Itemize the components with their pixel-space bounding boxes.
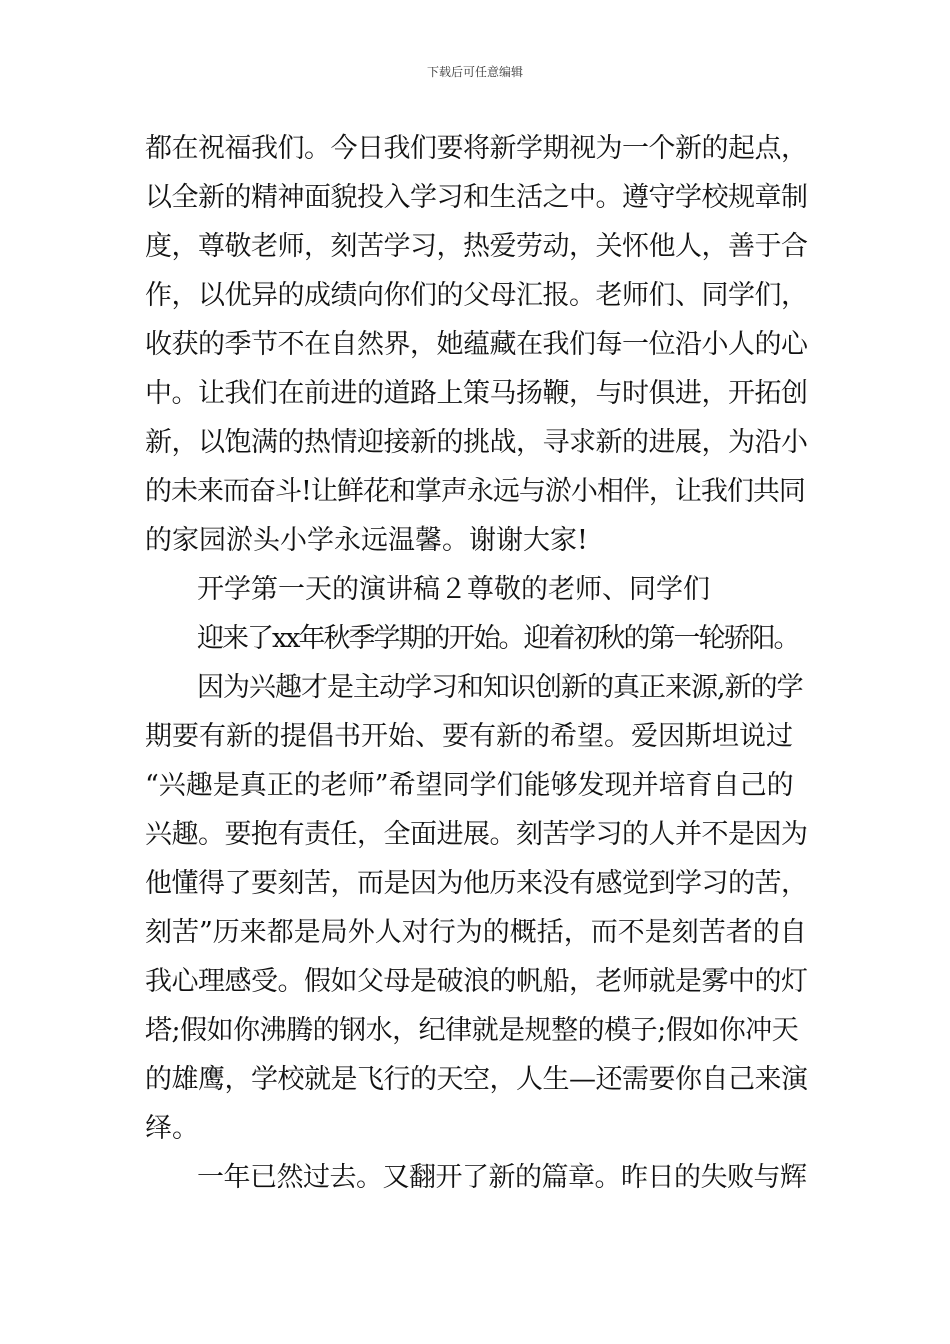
text-line: 新，以饱满的热情迎接新的挑战，寻求新的进展，为沿小 xyxy=(145,427,808,458)
text-line: 的未来而奋斗!让鲜花和掌声永远与淤小相伴，让我们共同 xyxy=(145,476,805,507)
text-line: 开学第一天的演讲稿２尊敬的老师、同学们 xyxy=(197,574,710,605)
text-line: 期要有新的提倡书开始、要有新的希望。爱因斯坦说过 xyxy=(145,721,793,752)
text-line: 他懂得了要刻苦，而是因为他历来没有感觉到学习的苦， xyxy=(145,868,808,899)
paragraph-3 xyxy=(145,614,810,663)
text-line: 作，以优异的成绩向你们的父母汇报。老师们、同学们， xyxy=(145,280,808,311)
text-line: 我心理感受。假如父母是破浪的帆船，老师就是雾中的灯 xyxy=(145,966,808,997)
text-line: 以全新的精神面貌投入学习和生活之中。遵守学校规章制 xyxy=(145,182,808,213)
text-line: 度，尊敬老师，刻苦学习，热爱劳动，关怀他人，善于合 xyxy=(145,231,808,262)
text-line: 迎来了xx年秋季学期的开始。迎着初秋的第一轮骄阳。 xyxy=(197,623,799,654)
paragraph-5 xyxy=(145,1153,810,1202)
document-body xyxy=(145,124,810,1202)
text-line: 绎。 xyxy=(145,1113,199,1144)
text-line: “兴趣是真正的老师”希望同学们能够发现并培育自己的 xyxy=(145,770,794,801)
section-heading-paragraph xyxy=(145,565,810,614)
text-line: 中。让我们在前进的道路上策马扬鞭，与时俱进，开拓创 xyxy=(145,378,808,409)
paragraph-4 xyxy=(145,663,810,1153)
text-line: 的雄鹰，学校就是飞行的天空，人生—还需要你自己来演 xyxy=(145,1064,808,1095)
text-line: 一年已然过去。又翻开了新的篇章。昨日的失败与辉 xyxy=(197,1162,807,1193)
text-line: 刻苦”历来都是局外人对行为的概括，而不是刻苦者的自 xyxy=(145,917,807,948)
text-line: 都在祝福我们。今日我们要将新学期视为一个新的起点， xyxy=(145,133,808,164)
text-line: 兴趣。要抱有责任，全面进展。刻苦学习的人并不是因为 xyxy=(145,819,808,850)
text-line: 塔;假如你沸腾的钢水，纪律就是规整的模子;假如你冲天 xyxy=(145,1015,799,1046)
text-line: 收获的季节不在自然界，她蕴藏在我们每一位沿小人的心 xyxy=(145,329,808,360)
text-line: 的家园淤头小学永远温馨。谢谢大家! xyxy=(145,525,588,556)
text-line: 因为兴趣才是主动学习和知识创新的真正来源,新的学 xyxy=(197,672,803,703)
page-header: 下载后可任意编辑 xyxy=(426,65,523,79)
paragraph-1 xyxy=(145,124,810,565)
